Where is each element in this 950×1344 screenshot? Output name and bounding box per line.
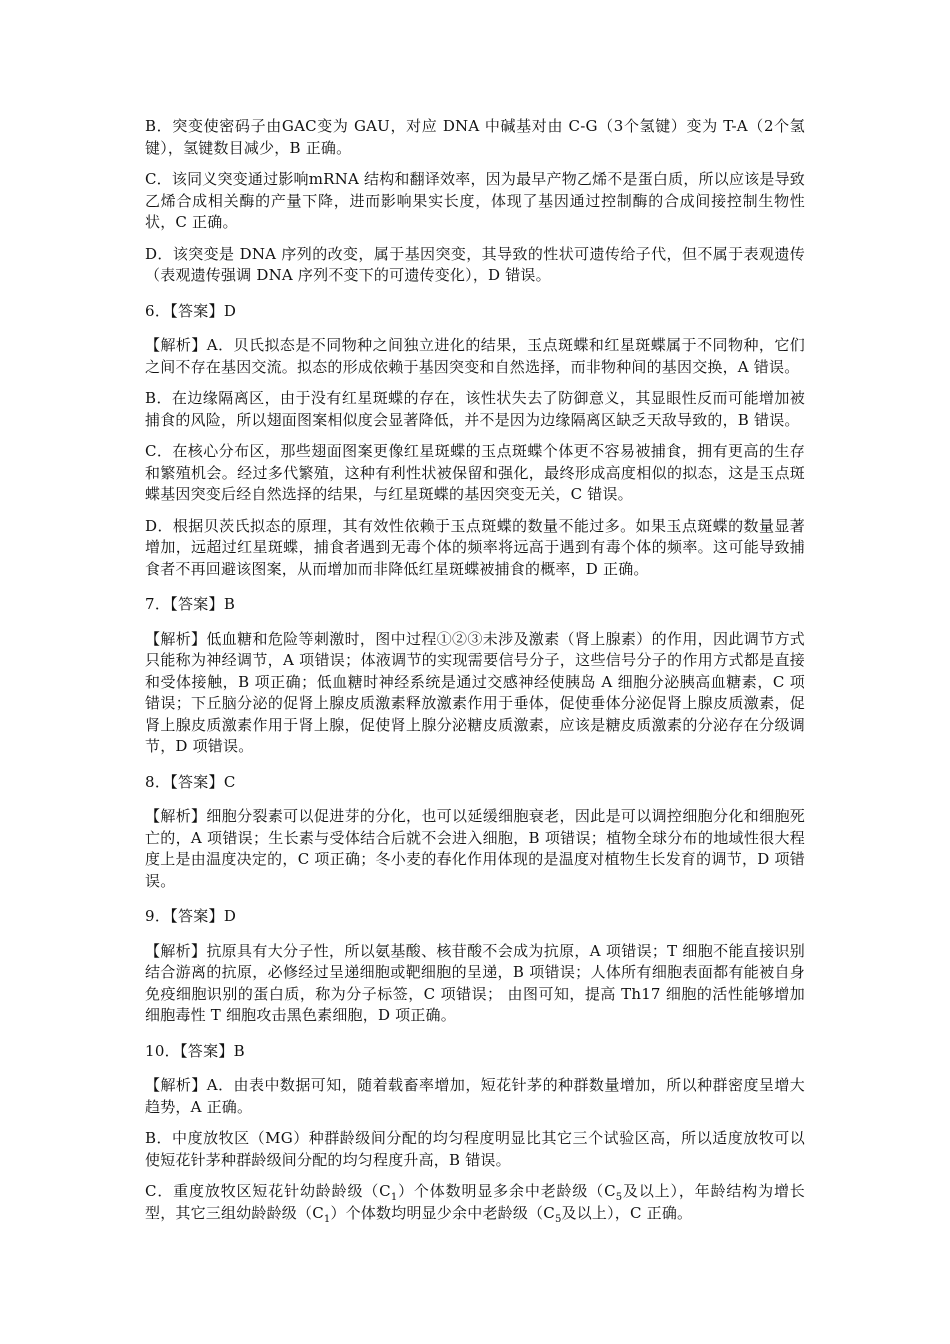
subscript: 5 <box>554 1213 562 1225</box>
paragraph: 【解析】抗原具有大分子性，所以氨基酸、核苷酸不会成为抗原，A 项错误；T 细胞不能直接识别结合游离的抗原，必修经过呈递细胞或靶细胞的呈递，B 项错误；人体所有细胞表面都有能被自身免疫细胞识别的蛋白质，称为分子标签，C 项错误； 由图可知，提高 Th17 细胞的活性能够增加细胞毒性 T 细胞攻击黑色素细胞，D 项正确。 <box>145 941 805 1024</box>
subscript: 1 <box>390 1192 398 1203</box>
paragraph: D．该突变是 DNA 序列的改变，属于基因突变，其导致的性状可遗传给子代，但不属于表观遗传（表观遗传强调 DNA 序列不变下的可遗传变化），D 错误。 <box>145 244 805 284</box>
paragraph: 【解析】A．由表中数据可知，随着载畜率增加，短花针茅的种群数量增加，所以种群密度呈增大趋势，A 正确。 <box>145 1076 805 1116</box>
subscript: 1 <box>323 1213 331 1225</box>
answer-heading: 10．【答案】B <box>145 1041 246 1060</box>
text-run: 及以上），C 正确。 <box>561 1203 693 1222</box>
paragraph: 【解析】低血糖和危险等刺激时，图中过程①②③未涉及激素（肾上腺素）的作用，因此调节方式只能称为神经调节，A 项错误；体液调节的实现需要信号分子，这些信号分子的作用方式都是直接和受体接触，B 项正确；低血糖时神经系统是通过交感神经使胰岛 A 细胞分泌胰高血糖素，C 项错误；下丘脑分泌的促肾上腺皮质激素释放激素作用于垂体，促使垂体分泌促肾上腺皮质激素，促肾上腺皮质激素作用于肾上腺，促使肾上腺分泌糖皮质激素，应该是糖皮质激素的分泌存在分级调节，D 项错误。 <box>145 629 805 755</box>
text-run: C．重度放牧区短花针幼龄龄级（C <box>145 1182 391 1200</box>
answer-heading: 9．【答案】D <box>145 907 237 925</box>
text-run: 及以上），年龄结构为增长型，其它三组幼龄龄级（C <box>145 1182 806 1222</box>
paragraph: C．该同义突变通过影响mRNA 结构和翻译效率，因为最早产物乙烯不是蛋白质，所以应该是导致乙烯合成相关酶的产量下降，进而影响果实长度，体现了基因通过控制酶的合成间接控制生物性状，C 正确。 <box>145 170 805 231</box>
answer-heading: 6．【答案】D <box>145 301 237 320</box>
paragraph: 【解析】细胞分裂素可以促进芽的分化，也可以延缓细胞衰老，因此是可以调控细胞分化和细胞死亡的，A 项错误；生长素与受体结合后就不会进入细胞，B 项错误；植物全球分布的地域性很大程度上是由温度决定的，C 项正确；冬小麦的春化作用体现的是温度对植物生长发育的调节，D 项错误。 <box>145 807 805 890</box>
text-run: ）个体数明显多余中老龄级（C <box>397 1182 616 1200</box>
paragraph: B．在边缘隔离区，由于没有红星斑蝶的存在，该性状失去了防御意义，其显眼性反而可能增加被捕食的风险，所以翅面图案相似度会显著降低，并不是因为边缘隔离区缺乏天敌导致的，B 错误。 <box>145 389 805 429</box>
answer-heading: 8．【答案】C <box>145 772 236 791</box>
paragraph: C．在核心分布区，那些翅面图案更像红星斑蝶的玉点斑蝶个体更不容易被捕食，拥有更高的生存和繁殖机会。经过多代繁殖，这种有利性状被保留和强化，最终形成高度相似的拟态，这是玉点斑蝶基因突变后经自然选择的结果，与红星斑蝶的基因突变无关，C 错误。 <box>145 442 805 503</box>
text-run: ）个体数均明显少余中老龄级（C <box>330 1203 555 1222</box>
paragraph-with-subscripts <box>145 1181 805 1224</box>
paragraph: D．根据贝茨氏拟态的原理，其有效性依赖于玉点斑蝶的数量不能过多。如果玉点斑蝶的数量显著增加，远超过红星斑蝶，捕食者遇到无毒个体的频率将远高于遇到有毒个体的频率。这可能导致捕食者不再回避该图案，从而增加而非降低红星斑蝶被捕食的概率，D 正确。 <box>145 516 805 578</box>
paragraph: 【解析】A．贝氏拟态是不同物种之间独立进化的结果，玉点斑蝶和红星斑蝶属于不同物种，它们之间不存在基因交流。拟态的形成依赖于基因突变和自然选择，而非物种间的基因交换，A 错误。 <box>145 336 805 376</box>
paragraph: B．突变使密码子由GAC变为 GAU，对应 DNA 中碱基对由 C-G（3个氢键）变为 T-A（2个氢键），氢键数目减少，B 正确。 <box>145 117 805 157</box>
answer-heading: 7．【答案】B <box>145 595 236 613</box>
paragraph: B．中度放牧区（MG）种群龄级间分配的均匀程度明显比其它三个试验区高，所以适度放牧可以使短花针茅种群龄级间分配的均匀程度升高，B 错误。 <box>145 1129 805 1169</box>
subscript: 5 <box>615 1192 623 1203</box>
answer-content <box>145 116 805 1234</box>
